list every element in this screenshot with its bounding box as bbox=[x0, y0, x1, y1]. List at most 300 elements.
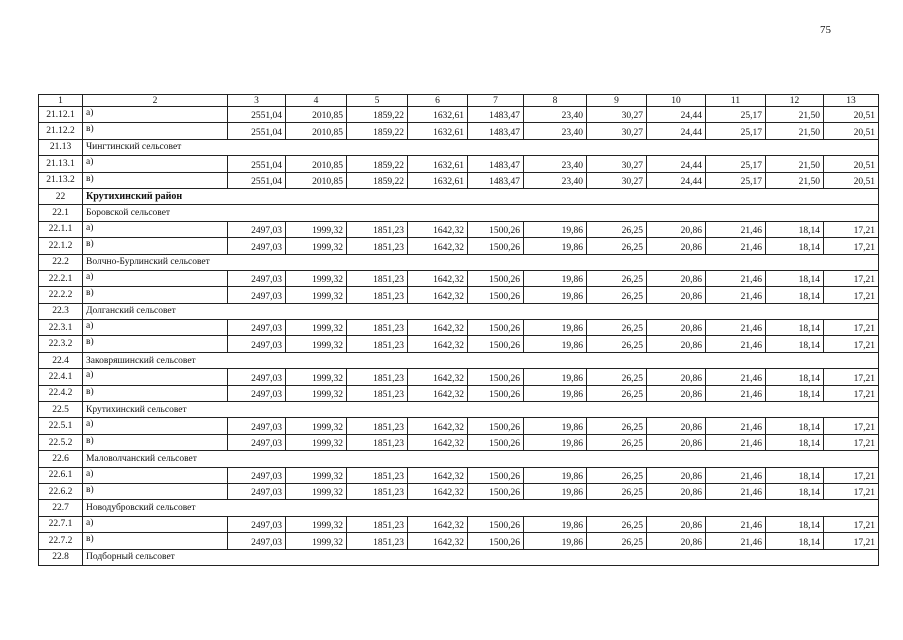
value-cell: 2497,03 bbox=[228, 369, 286, 385]
section-row bbox=[39, 549, 879, 565]
value-cell: 1500,26 bbox=[468, 238, 524, 254]
value-cell: 1500,26 bbox=[468, 467, 524, 483]
row-id: 21.13.2 bbox=[39, 172, 83, 188]
table-row bbox=[39, 516, 879, 532]
row-id: 22.4 bbox=[39, 352, 83, 368]
value-cell: 1999,32 bbox=[286, 221, 347, 237]
section-row bbox=[39, 451, 879, 467]
value-cell: 1859,22 bbox=[347, 156, 408, 172]
value-cell: 1642,32 bbox=[408, 467, 468, 483]
table-row bbox=[39, 238, 879, 254]
value-cell: 2551,04 bbox=[228, 172, 286, 188]
column-number-9: 9 bbox=[587, 95, 647, 107]
value-cell: 18,14 bbox=[766, 385, 824, 401]
value-cell: 1851,23 bbox=[347, 483, 408, 499]
table-row bbox=[39, 221, 879, 237]
row-id: 22.5.2 bbox=[39, 434, 83, 450]
value-cell: 1642,32 bbox=[408, 287, 468, 303]
row-id: 22.7.1 bbox=[39, 516, 83, 532]
row-id: 22.2 bbox=[39, 254, 83, 270]
value-cell: 1999,32 bbox=[286, 238, 347, 254]
section-row bbox=[39, 205, 879, 221]
value-cell: 1500,26 bbox=[468, 270, 524, 286]
section-title: Маловолчанский сельсовет bbox=[83, 451, 879, 467]
row-label: в) bbox=[83, 434, 228, 450]
value-cell: 19,86 bbox=[524, 238, 587, 254]
value-cell: 2551,04 bbox=[228, 107, 286, 123]
value-cell: 18,14 bbox=[766, 336, 824, 352]
row-id: 22.4.2 bbox=[39, 385, 83, 401]
value-cell: 20,86 bbox=[647, 434, 706, 450]
row-label: а) bbox=[83, 467, 228, 483]
value-cell: 25,17 bbox=[706, 156, 766, 172]
value-cell: 19,86 bbox=[524, 287, 587, 303]
value-cell: 1642,32 bbox=[408, 483, 468, 499]
value-cell: 1500,26 bbox=[468, 336, 524, 352]
value-cell: 21,46 bbox=[706, 483, 766, 499]
table-row bbox=[39, 533, 879, 549]
table-header bbox=[39, 95, 879, 107]
value-cell: 24,44 bbox=[647, 172, 706, 188]
value-cell: 21,46 bbox=[706, 320, 766, 336]
section-row bbox=[39, 303, 879, 319]
table-row bbox=[39, 287, 879, 303]
column-number-8: 8 bbox=[524, 95, 587, 107]
value-cell: 1500,26 bbox=[468, 385, 524, 401]
value-cell: 2497,03 bbox=[228, 385, 286, 401]
value-cell: 26,25 bbox=[587, 320, 647, 336]
value-cell: 17,21 bbox=[824, 516, 879, 532]
value-cell: 1999,32 bbox=[286, 287, 347, 303]
value-cell: 2551,04 bbox=[228, 156, 286, 172]
row-id: 22.3 bbox=[39, 303, 83, 319]
row-id: 22.3.1 bbox=[39, 320, 83, 336]
value-cell: 1483,47 bbox=[468, 156, 524, 172]
value-cell: 1642,32 bbox=[408, 516, 468, 532]
value-cell: 2497,03 bbox=[228, 483, 286, 499]
row-label: в) bbox=[83, 172, 228, 188]
section-title: Боровской сельсовет bbox=[83, 205, 879, 221]
section-title: Чингтинский сельсовет bbox=[83, 139, 879, 155]
value-cell: 19,86 bbox=[524, 516, 587, 532]
value-cell: 2010,85 bbox=[286, 156, 347, 172]
table-row bbox=[39, 434, 879, 450]
value-cell: 1999,32 bbox=[286, 270, 347, 286]
row-label: а) bbox=[83, 107, 228, 123]
value-cell: 26,25 bbox=[587, 238, 647, 254]
value-cell: 1500,26 bbox=[468, 533, 524, 549]
value-cell: 1851,23 bbox=[347, 369, 408, 385]
section-title: Волчно-Бурлинский сельсовет bbox=[83, 254, 879, 270]
row-id: 22.8 bbox=[39, 549, 83, 565]
value-cell: 26,25 bbox=[587, 221, 647, 237]
value-cell: 19,86 bbox=[524, 434, 587, 450]
value-cell: 2551,04 bbox=[228, 123, 286, 139]
district-title: Крутихинский район bbox=[83, 188, 879, 204]
value-cell: 1642,32 bbox=[408, 533, 468, 549]
value-cell: 19,86 bbox=[524, 418, 587, 434]
row-id: 22.7 bbox=[39, 500, 83, 516]
value-cell: 21,46 bbox=[706, 238, 766, 254]
value-cell: 20,86 bbox=[647, 320, 706, 336]
column-number-row bbox=[39, 95, 879, 107]
value-cell: 1859,22 bbox=[347, 172, 408, 188]
value-cell: 18,14 bbox=[766, 270, 824, 286]
value-cell: 20,86 bbox=[647, 238, 706, 254]
value-cell: 17,21 bbox=[824, 418, 879, 434]
tariff-table bbox=[38, 94, 879, 566]
value-cell: 1851,23 bbox=[347, 418, 408, 434]
row-id: 22.2.2 bbox=[39, 287, 83, 303]
value-cell: 1500,26 bbox=[468, 320, 524, 336]
value-cell: 18,14 bbox=[766, 516, 824, 532]
section-title: Заковряшинский сельсовет bbox=[83, 352, 879, 368]
value-cell: 1851,23 bbox=[347, 467, 408, 483]
row-label: в) bbox=[83, 238, 228, 254]
row-label: а) bbox=[83, 320, 228, 336]
row-label: в) bbox=[83, 123, 228, 139]
value-cell: 2497,03 bbox=[228, 336, 286, 352]
value-cell: 26,25 bbox=[587, 287, 647, 303]
value-cell: 25,17 bbox=[706, 107, 766, 123]
value-cell: 17,21 bbox=[824, 434, 879, 450]
row-id: 21.12.2 bbox=[39, 123, 83, 139]
row-id: 22.4.1 bbox=[39, 369, 83, 385]
value-cell: 17,21 bbox=[824, 320, 879, 336]
value-cell: 20,51 bbox=[824, 123, 879, 139]
value-cell: 18,14 bbox=[766, 418, 824, 434]
value-cell: 17,21 bbox=[824, 238, 879, 254]
value-cell: 20,86 bbox=[647, 418, 706, 434]
value-cell: 20,51 bbox=[824, 156, 879, 172]
value-cell: 20,86 bbox=[647, 483, 706, 499]
value-cell: 21,46 bbox=[706, 287, 766, 303]
table-row bbox=[39, 385, 879, 401]
value-cell: 19,86 bbox=[524, 467, 587, 483]
value-cell: 20,86 bbox=[647, 287, 706, 303]
table-row bbox=[39, 172, 879, 188]
value-cell: 26,25 bbox=[587, 270, 647, 286]
value-cell: 17,21 bbox=[824, 533, 879, 549]
value-cell: 1642,32 bbox=[408, 238, 468, 254]
value-cell: 30,27 bbox=[587, 172, 647, 188]
value-cell: 23,40 bbox=[524, 156, 587, 172]
value-cell: 24,44 bbox=[647, 156, 706, 172]
value-cell: 21,46 bbox=[706, 336, 766, 352]
district-row bbox=[39, 188, 879, 204]
value-cell: 24,44 bbox=[647, 107, 706, 123]
value-cell: 2497,03 bbox=[228, 320, 286, 336]
value-cell: 2010,85 bbox=[286, 123, 347, 139]
table-row bbox=[39, 336, 879, 352]
value-cell: 1999,32 bbox=[286, 516, 347, 532]
value-cell: 21,50 bbox=[766, 172, 824, 188]
section-title: Долганский сельсовет bbox=[83, 303, 879, 319]
row-id: 22 bbox=[39, 188, 83, 204]
value-cell: 1500,26 bbox=[468, 418, 524, 434]
table-row bbox=[39, 418, 879, 434]
value-cell: 17,21 bbox=[824, 467, 879, 483]
value-cell: 21,46 bbox=[706, 533, 766, 549]
section-row bbox=[39, 402, 879, 418]
value-cell: 21,46 bbox=[706, 434, 766, 450]
table-row bbox=[39, 270, 879, 286]
value-cell: 17,21 bbox=[824, 221, 879, 237]
table-body bbox=[39, 107, 879, 566]
value-cell: 1851,23 bbox=[347, 434, 408, 450]
value-cell: 1859,22 bbox=[347, 107, 408, 123]
value-cell: 1500,26 bbox=[468, 516, 524, 532]
value-cell: 17,21 bbox=[824, 483, 879, 499]
value-cell: 21,46 bbox=[706, 418, 766, 434]
value-cell: 20,86 bbox=[647, 385, 706, 401]
row-id: 21.12.1 bbox=[39, 107, 83, 123]
value-cell: 1859,22 bbox=[347, 123, 408, 139]
row-id: 22.3.2 bbox=[39, 336, 83, 352]
value-cell: 19,86 bbox=[524, 336, 587, 352]
value-cell: 26,25 bbox=[587, 418, 647, 434]
table-row bbox=[39, 467, 879, 483]
value-cell: 1999,32 bbox=[286, 467, 347, 483]
value-cell: 30,27 bbox=[587, 156, 647, 172]
table-row bbox=[39, 107, 879, 123]
row-label: в) bbox=[83, 336, 228, 352]
value-cell: 1851,23 bbox=[347, 385, 408, 401]
value-cell: 1642,32 bbox=[408, 385, 468, 401]
value-cell: 1642,32 bbox=[408, 320, 468, 336]
value-cell: 1642,32 bbox=[408, 369, 468, 385]
value-cell: 20,86 bbox=[647, 533, 706, 549]
row-label: а) bbox=[83, 418, 228, 434]
value-cell: 2497,03 bbox=[228, 516, 286, 532]
row-id: 22.6.2 bbox=[39, 483, 83, 499]
column-number-11: 11 bbox=[706, 95, 766, 107]
value-cell: 20,51 bbox=[824, 172, 879, 188]
value-cell: 1999,32 bbox=[286, 369, 347, 385]
column-number-2: 2 bbox=[83, 95, 228, 107]
value-cell: 26,25 bbox=[587, 336, 647, 352]
value-cell: 21,46 bbox=[706, 467, 766, 483]
table-row bbox=[39, 369, 879, 385]
row-id: 22.6.1 bbox=[39, 467, 83, 483]
value-cell: 17,21 bbox=[824, 336, 879, 352]
value-cell: 17,21 bbox=[824, 287, 879, 303]
value-cell: 1500,26 bbox=[468, 369, 524, 385]
value-cell: 26,25 bbox=[587, 369, 647, 385]
value-cell: 1642,32 bbox=[408, 270, 468, 286]
table-row bbox=[39, 123, 879, 139]
value-cell: 1642,32 bbox=[408, 418, 468, 434]
value-cell: 23,40 bbox=[524, 172, 587, 188]
value-cell: 17,21 bbox=[824, 369, 879, 385]
value-cell: 1642,32 bbox=[408, 336, 468, 352]
value-cell: 21,50 bbox=[766, 156, 824, 172]
value-cell: 20,86 bbox=[647, 270, 706, 286]
value-cell: 20,86 bbox=[647, 221, 706, 237]
column-number-12: 12 bbox=[766, 95, 824, 107]
value-cell: 2497,03 bbox=[228, 287, 286, 303]
row-label: в) bbox=[83, 483, 228, 499]
column-number-6: 6 bbox=[408, 95, 468, 107]
value-cell: 19,86 bbox=[524, 533, 587, 549]
value-cell: 1851,23 bbox=[347, 238, 408, 254]
value-cell: 18,14 bbox=[766, 467, 824, 483]
value-cell: 26,25 bbox=[587, 434, 647, 450]
row-label: в) bbox=[83, 533, 228, 549]
value-cell: 21,50 bbox=[766, 107, 824, 123]
table-row bbox=[39, 156, 879, 172]
value-cell: 1851,23 bbox=[347, 336, 408, 352]
value-cell: 18,14 bbox=[766, 238, 824, 254]
column-number-1: 1 bbox=[39, 95, 83, 107]
column-number-13: 13 bbox=[824, 95, 879, 107]
section-row bbox=[39, 254, 879, 270]
row-label: а) bbox=[83, 516, 228, 532]
value-cell: 19,86 bbox=[524, 270, 587, 286]
value-cell: 30,27 bbox=[587, 107, 647, 123]
value-cell: 1999,32 bbox=[286, 418, 347, 434]
value-cell: 2497,03 bbox=[228, 238, 286, 254]
value-cell: 1642,32 bbox=[408, 434, 468, 450]
value-cell: 1851,23 bbox=[347, 270, 408, 286]
value-cell: 2010,85 bbox=[286, 107, 347, 123]
row-id: 22.2.1 bbox=[39, 270, 83, 286]
value-cell: 24,44 bbox=[647, 123, 706, 139]
value-cell: 18,14 bbox=[766, 369, 824, 385]
row-label: а) bbox=[83, 369, 228, 385]
value-cell: 1999,32 bbox=[286, 385, 347, 401]
row-id: 22.7.2 bbox=[39, 533, 83, 549]
value-cell: 1500,26 bbox=[468, 483, 524, 499]
value-cell: 18,14 bbox=[766, 483, 824, 499]
value-cell: 17,21 bbox=[824, 270, 879, 286]
value-cell: 1999,32 bbox=[286, 533, 347, 549]
value-cell: 1632,61 bbox=[408, 107, 468, 123]
value-cell: 20,51 bbox=[824, 107, 879, 123]
value-cell: 25,17 bbox=[706, 123, 766, 139]
value-cell: 20,86 bbox=[647, 516, 706, 532]
page-number: 75 bbox=[820, 24, 831, 36]
value-cell: 19,86 bbox=[524, 320, 587, 336]
value-cell: 1632,61 bbox=[408, 172, 468, 188]
value-cell: 19,86 bbox=[524, 221, 587, 237]
value-cell: 26,25 bbox=[587, 467, 647, 483]
value-cell: 18,14 bbox=[766, 320, 824, 336]
value-cell: 30,27 bbox=[587, 123, 647, 139]
value-cell: 26,25 bbox=[587, 483, 647, 499]
table-row bbox=[39, 320, 879, 336]
value-cell: 1999,32 bbox=[286, 434, 347, 450]
section-title: Подборный сельсовет bbox=[83, 549, 879, 565]
value-cell: 21,50 bbox=[766, 123, 824, 139]
value-cell: 2497,03 bbox=[228, 221, 286, 237]
value-cell: 1500,26 bbox=[468, 434, 524, 450]
row-id: 22.5 bbox=[39, 402, 83, 418]
value-cell: 1632,61 bbox=[408, 123, 468, 139]
value-cell: 2010,85 bbox=[286, 172, 347, 188]
value-cell: 1500,26 bbox=[468, 221, 524, 237]
value-cell: 1632,61 bbox=[408, 156, 468, 172]
column-number-10: 10 bbox=[647, 95, 706, 107]
value-cell: 2497,03 bbox=[228, 533, 286, 549]
section-title: Крутихинский сельсовет bbox=[83, 402, 879, 418]
value-cell: 26,25 bbox=[587, 385, 647, 401]
value-cell: 1851,23 bbox=[347, 320, 408, 336]
value-cell: 1642,32 bbox=[408, 221, 468, 237]
row-id: 22.5.1 bbox=[39, 418, 83, 434]
section-title: Новодубровский сельсовет bbox=[83, 500, 879, 516]
value-cell: 23,40 bbox=[524, 107, 587, 123]
value-cell: 21,46 bbox=[706, 369, 766, 385]
value-cell: 20,86 bbox=[647, 369, 706, 385]
column-number-5: 5 bbox=[347, 95, 408, 107]
table-row bbox=[39, 483, 879, 499]
row-label: в) bbox=[83, 287, 228, 303]
value-cell: 1851,23 bbox=[347, 287, 408, 303]
value-cell: 21,46 bbox=[706, 385, 766, 401]
value-cell: 26,25 bbox=[587, 533, 647, 549]
value-cell: 1483,47 bbox=[468, 172, 524, 188]
value-cell: 2497,03 bbox=[228, 270, 286, 286]
row-id: 22.1 bbox=[39, 205, 83, 221]
value-cell: 21,46 bbox=[706, 270, 766, 286]
column-number-4: 4 bbox=[286, 95, 347, 107]
value-cell: 21,46 bbox=[706, 516, 766, 532]
value-cell: 2497,03 bbox=[228, 418, 286, 434]
row-id: 21.13 bbox=[39, 139, 83, 155]
value-cell: 1851,23 bbox=[347, 221, 408, 237]
value-cell: 18,14 bbox=[766, 533, 824, 549]
row-label: а) bbox=[83, 270, 228, 286]
value-cell: 17,21 bbox=[824, 385, 879, 401]
section-row bbox=[39, 352, 879, 368]
value-cell: 2497,03 bbox=[228, 467, 286, 483]
value-cell: 1500,26 bbox=[468, 287, 524, 303]
value-cell: 1851,23 bbox=[347, 533, 408, 549]
row-id: 21.13.1 bbox=[39, 156, 83, 172]
value-cell: 23,40 bbox=[524, 123, 587, 139]
value-cell: 1483,47 bbox=[468, 123, 524, 139]
row-id: 22.6 bbox=[39, 451, 83, 467]
value-cell: 20,86 bbox=[647, 467, 706, 483]
column-number-3: 3 bbox=[228, 95, 286, 107]
row-label: а) bbox=[83, 221, 228, 237]
value-cell: 19,86 bbox=[524, 369, 587, 385]
row-id: 22.1.2 bbox=[39, 238, 83, 254]
value-cell: 26,25 bbox=[587, 516, 647, 532]
value-cell: 19,86 bbox=[524, 385, 587, 401]
section-row bbox=[39, 500, 879, 516]
row-label: в) bbox=[83, 385, 228, 401]
value-cell: 2497,03 bbox=[228, 434, 286, 450]
value-cell: 1999,32 bbox=[286, 483, 347, 499]
value-cell: 1483,47 bbox=[468, 107, 524, 123]
value-cell: 18,14 bbox=[766, 221, 824, 237]
row-label: а) bbox=[83, 156, 228, 172]
value-cell: 18,14 bbox=[766, 287, 824, 303]
value-cell: 19,86 bbox=[524, 483, 587, 499]
value-cell: 25,17 bbox=[706, 172, 766, 188]
row-id: 22.1.1 bbox=[39, 221, 83, 237]
value-cell: 18,14 bbox=[766, 434, 824, 450]
value-cell: 21,46 bbox=[706, 221, 766, 237]
value-cell: 1999,32 bbox=[286, 320, 347, 336]
section-row bbox=[39, 139, 879, 155]
value-cell: 1851,23 bbox=[347, 516, 408, 532]
value-cell: 1999,32 bbox=[286, 336, 347, 352]
value-cell: 20,86 bbox=[647, 336, 706, 352]
column-number-7: 7 bbox=[468, 95, 524, 107]
